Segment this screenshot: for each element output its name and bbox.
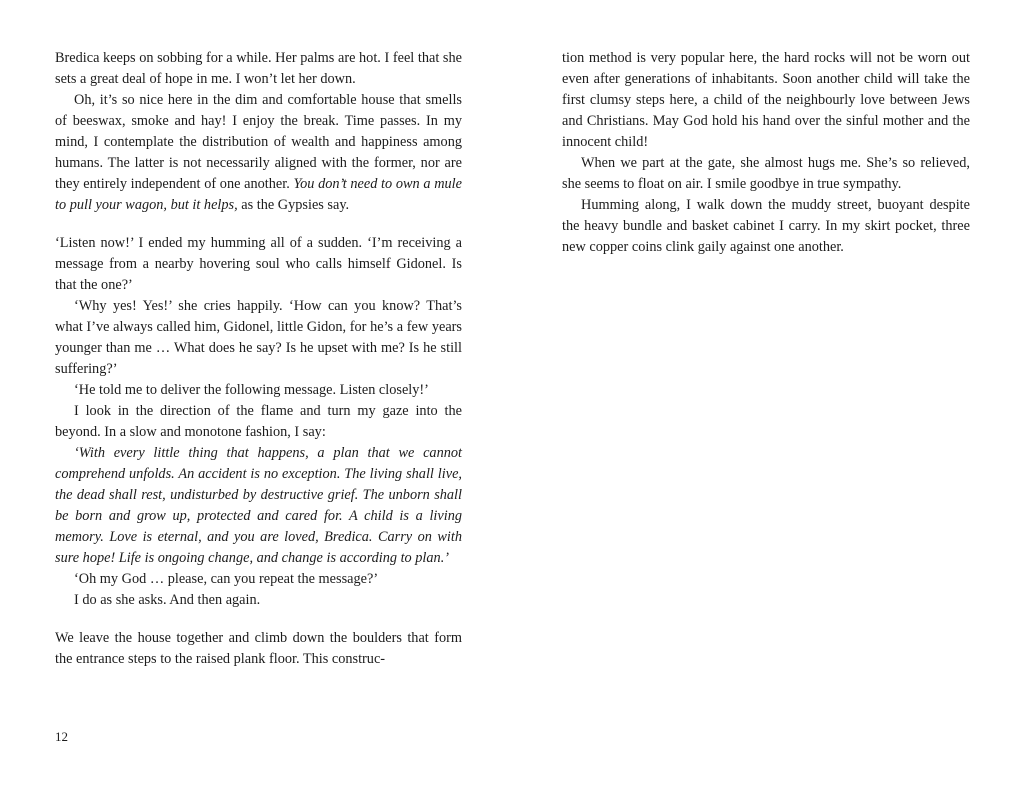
paragraph: I look in the direction of the flame and turn my gaze into the beyond. In a slow and monotone fashion, I say: bbox=[55, 403, 462, 440]
paragraph: ‘Listen now!’ I ended my humming all of a sudden. ‘I’m receiving a message from a nearby hovering soul who calls himself Gidonel. Is that the one?’ bbox=[55, 235, 462, 293]
right-page bbox=[562, 48, 970, 258]
paragraph: When we part at the gate, she almost hugs me. She’s so relieved, she seems to float on air. I smile goodbye in true sympathy. bbox=[562, 155, 970, 192]
page-number: 12 bbox=[55, 729, 68, 744]
paragraph-text: Oh, it’s so nice here in the dim and comfortable house that smells of beeswax, smoke and hay! I enjoy the break. Time passes. In my mind, I contemplate the distribution of wealth and happiness among humans. The latter is not necessarily aligned with the former, nor are they entirely independent of one another. bbox=[55, 92, 462, 192]
paragraph: ‘Oh my God … please, can you repeat the message?’ bbox=[74, 571, 379, 587]
spirit-message: ‘With every little thing that happens, a plan that we cannot comprehend unfolds. An accident is no exception. The living shall live, the dead shall rest, undisturbed by destructive grief. The unborn shall be born and grow up, protected and cared for. A child is a living memory. Love is eternal, and you are loved, Bredica. Carry on with sure hope! Life is ongoing change, and change is according to plan.’ bbox=[55, 445, 462, 566]
paragraph-tail: as the Gypsies say. bbox=[237, 197, 350, 213]
paragraph bbox=[55, 90, 462, 216]
paragraph: We leave the house together and climb down the boulders that form the entrance steps to the raised plank floor. This construc- bbox=[55, 630, 462, 667]
paragraph: I do as she asks. And then again. bbox=[74, 592, 261, 608]
left-page bbox=[55, 48, 462, 670]
gypsy-saying: You don’t need to own a mule to pull your wagon, but it helps, bbox=[55, 176, 463, 213]
paragraph: ‘He told me to deliver the following message. Listen closely!’ bbox=[74, 382, 429, 398]
paragraph: ‘Why yes! Yes!’ she cries happily. ‘How can you know? That’s what I’ve always called him, Gidonel, little Gidon, for he’s a few years younger than me … What does he say? Is he upset with me? Is he still suffering?’ bbox=[55, 298, 462, 377]
paragraph: Bredica keeps on sobbing for a while. Her palms are hot. I feel that she sets a great deal of hope in me. I won’t let her down. bbox=[55, 50, 462, 87]
paragraph: Humming along, I walk down the muddy street, buoyant despite the heavy bundle and basket cabinet I carry. In my skirt pocket, three new copper coins clink gaily against one another. bbox=[562, 197, 970, 255]
paragraph: tion method is very popular here, the hard rocks will not be worn out even after generations of inhabitants. Soon another child will take the first clumsy steps here, a child of the neighbourly love between Jews and Christians. May God hold his hand over the sinful mother and the innocent child! bbox=[562, 50, 970, 150]
